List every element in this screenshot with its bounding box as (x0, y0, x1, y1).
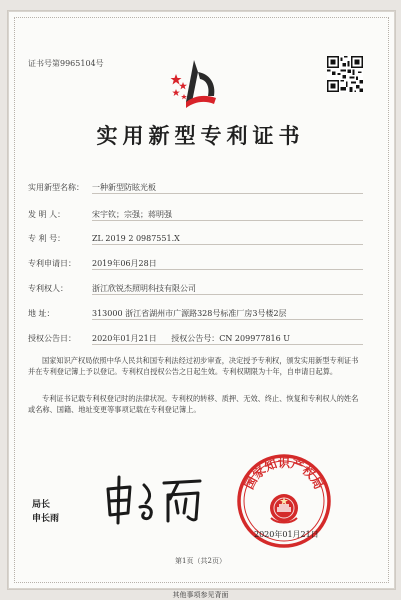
seal-date: 2020年01月21日 (254, 530, 319, 539)
field-value: 浙江欣锐杰照明科技有限公司 (92, 284, 196, 293)
handwritten-signature (100, 473, 210, 525)
field-value: 2019年06月28日 (92, 259, 157, 268)
field-value: 313000 浙江省湖州市广源路328号标准厂房3号楼2层 (92, 309, 287, 318)
commissioner-title: 局长 (32, 500, 51, 510)
field-label: 地 址： (28, 309, 55, 318)
divider (92, 294, 363, 295)
field-inventors (28, 209, 172, 220)
field-value: 宋宇钦；宗强；蒋明强 (92, 210, 172, 219)
svg-text:国家知识产权局 (242, 455, 326, 492)
field-label: 授权公告号： (171, 334, 220, 343)
divider (92, 344, 363, 345)
certificate-title: 实用新型专利证书 (96, 123, 305, 148)
field-label: 专 利 号： (28, 234, 66, 243)
commissioner-name: 申长雨 (32, 514, 60, 524)
divider (92, 193, 363, 194)
seal-text: 国家知识产权局 (242, 455, 326, 492)
field-label: 专利权人： (28, 284, 68, 293)
field-filing-date (28, 258, 157, 269)
footer-note: 其他事项参见背面 (172, 591, 229, 599)
field-patentee (28, 283, 196, 294)
field-label: 发 明 人： (28, 210, 66, 219)
field-value: 2020年01月21日 (92, 334, 157, 343)
field-patent-number (28, 233, 180, 244)
divider (92, 319, 363, 320)
certificate-number: 证书号第9965104号 (28, 59, 104, 68)
field-value: CN 209977816 U (219, 334, 291, 343)
field-value: 一种新型防眩光板 (92, 183, 156, 192)
statement-paragraph: 国家知识产权局依照中华人民共和国专利法经过初步审查，决定授予专利权，颁发实用新型专利证书并在专利登记簿上予以登记。专利权自授权公告之日起生效。专利权期限为十年，自申请日起算。 (28, 356, 359, 376)
field-value: ZL 2019 2 0987551.X (92, 234, 180, 243)
statement-paragraph: 专利证书记载专利权登记时的法律状况。专利权的转移、质押、无效、终止、恢复和专利权人的姓名或名称、国籍、地址变更等事项记载在专利登记簿上。 (28, 394, 359, 414)
field-grant-date (28, 333, 290, 344)
qr-code (327, 56, 363, 92)
divider (92, 269, 363, 270)
divider (92, 220, 363, 221)
field-utility-model-name (28, 182, 156, 193)
field-address (28, 308, 287, 319)
field-label: 专利申请日： (28, 259, 76, 268)
page-number: 第1页（共2页） (175, 557, 226, 565)
field-label: 授权公告日： (28, 334, 76, 343)
patent-office-emblem-icon (164, 52, 226, 114)
divider (92, 244, 363, 245)
field-label: 实用新型名称： (28, 183, 84, 192)
